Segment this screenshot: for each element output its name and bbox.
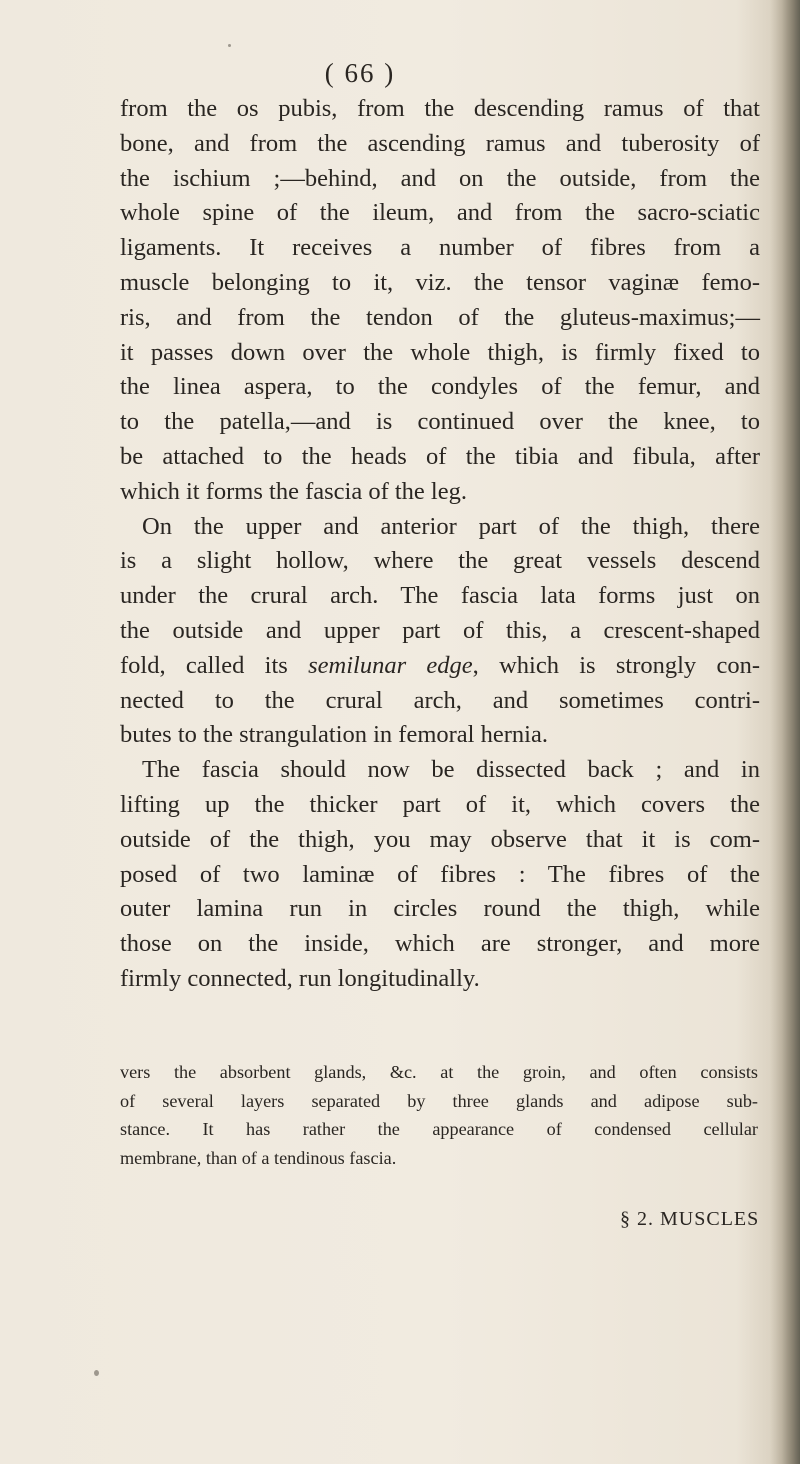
emphasis-term: semilunar edge <box>308 651 473 679</box>
text-line: The fascia should now be dissected back ; and in <box>142 756 760 784</box>
text-line: to the patella,—and is continued over the knee, to <box>120 408 760 436</box>
text-line: be attached to the heads of the tibia and fibula, after <box>120 442 760 470</box>
footnote <box>120 1058 758 1172</box>
footnote-line: stance. It has rather the appearance of condensed cellular <box>120 1119 758 1139</box>
paper-speck <box>94 1370 99 1376</box>
text-line: nected to the crural arch, and sometimes contri- <box>120 686 760 714</box>
catchword: § 2. MUSCLES <box>620 1208 760 1230</box>
text-line: lifting up the thicker part of it, which covers the <box>120 790 760 818</box>
page-number: ( 66 ) <box>324 58 396 88</box>
text-line: firmly connected, run longitudinally. <box>120 964 480 992</box>
text-line: those on the inside, which are stronger, and more <box>120 930 760 958</box>
text-line: it passes down over the whole thigh, is firmly fixed to <box>120 338 760 366</box>
footnote-line: vers the absorbent glands, &c. at the groin, and often consists <box>120 1062 758 1082</box>
footnote-line: of several layers separated by three glands and adipose sub- <box>120 1090 758 1111</box>
text-line: the outside and upper part of this, a crescent-shaped <box>120 616 760 644</box>
text-line: On the upper and anterior part of the thigh, there <box>142 512 760 540</box>
text-line: muscle belonging to it, viz. the tensor vaginæ femo- <box>120 268 760 296</box>
paper-speck <box>228 44 231 47</box>
footnote-line: membrane, than of a tendinous fascia. <box>120 1147 397 1168</box>
text-line: under the crural arch. The fascia lata forms just on <box>120 582 760 610</box>
text-line: ris, and from the tendon of the gluteus-maximus;— <box>120 303 760 331</box>
text-line: the linea aspera, to the condyles of the femur, and <box>120 373 760 401</box>
text-line: posed of two laminæ of fibres : The fibres of the <box>120 860 760 888</box>
text-line: outer lamina run in circles round the thigh, while <box>120 895 760 923</box>
text-run: , which is strongly con- <box>472 651 761 679</box>
page-edge-shadow <box>770 0 800 1464</box>
body-text <box>120 92 760 997</box>
text-line: outside of the thigh, you may observe that it is com- <box>120 825 760 853</box>
text-line: which it forms the fascia of the leg. <box>120 477 467 505</box>
text-line: bone, and from the ascending ramus and tuberosity of <box>120 129 760 157</box>
text-line: from the os pubis, from the descending ramus of that <box>120 95 760 122</box>
text-run: fold, called its <box>120 651 309 679</box>
text-line-with-emphasis <box>120 649 760 684</box>
text-line: is a slight hollow, where the great vessels descend <box>120 547 760 575</box>
text-line: ligaments. It receives a number of fibres from a <box>120 234 760 262</box>
text-line: whole spine of the ileum, and from the sacro-sciatic <box>120 199 760 227</box>
text-line: butes to the strangulation in femoral hernia. <box>120 721 548 749</box>
text-line: the ischium ;—behind, and on the outside, from the <box>120 164 760 192</box>
